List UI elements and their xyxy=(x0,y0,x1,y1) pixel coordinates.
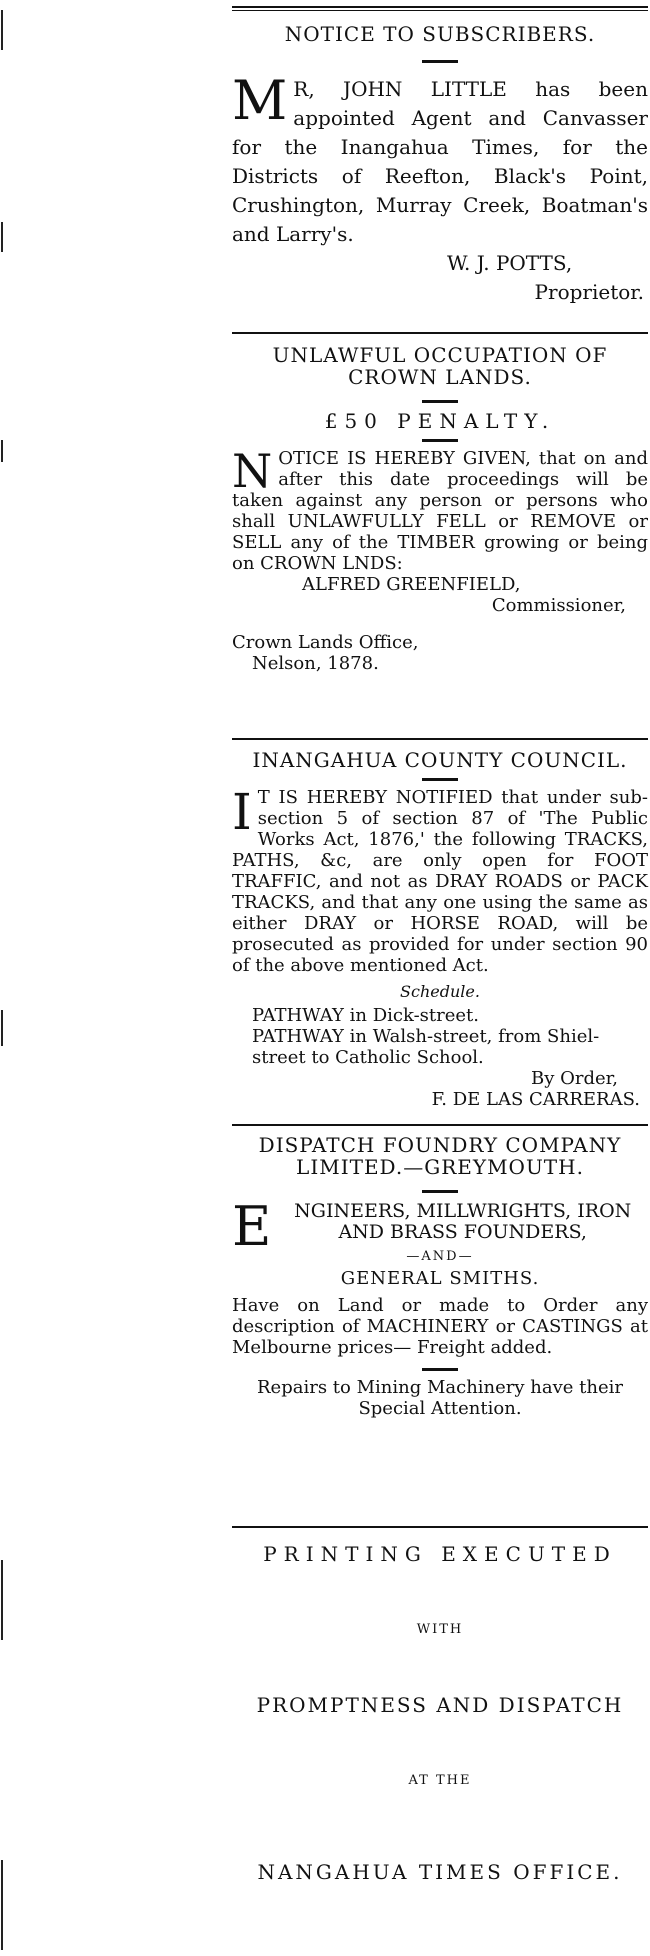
section-rule xyxy=(232,1124,648,1126)
foundry-advertisement xyxy=(232,1124,648,1419)
drop-cap: I xyxy=(232,783,252,841)
divider xyxy=(422,400,458,403)
drop-cap: N xyxy=(232,444,273,498)
unlawful-signatory-title: Commissioner, xyxy=(491,595,626,616)
divider xyxy=(422,60,458,63)
foundry-trades-text: NGINEERS, MILLWRIGHTS, IRON AND BRASS FOUNDERS, xyxy=(294,1200,632,1243)
foundry-trades xyxy=(232,1195,648,1258)
section-rule xyxy=(232,332,648,334)
council-body xyxy=(232,783,648,976)
printing-line-5: NANGAHUA TIMES OFFICE. xyxy=(257,1860,623,1884)
council-heading: INANGAHUA COUNTY COUNCIL. xyxy=(252,748,628,772)
foundry-and: —AND— xyxy=(406,1249,474,1264)
foundry-smiths: GENERAL SMITHS. xyxy=(340,1268,540,1289)
divider xyxy=(422,1368,458,1371)
unlawful-place-date: Nelson, 1878. xyxy=(252,653,379,674)
printing-line-3: PROMPTNESS AND DISPATCH xyxy=(256,1693,624,1717)
penalty-heading: £50 PENALTY. xyxy=(324,409,556,433)
unlawful-signatory: ALFRED GREENFIELD, xyxy=(302,574,521,595)
drop-cap: M xyxy=(232,69,288,132)
divider xyxy=(422,439,458,442)
printing-advertisement xyxy=(232,1526,648,1884)
divider xyxy=(422,1190,458,1193)
left-margin-marks xyxy=(0,0,8,1956)
unlawful-occupation-notice xyxy=(232,332,648,674)
section-rule xyxy=(232,1526,648,1528)
notice-text: R, JOHN LITTLE has been appointed Agent and Canvasser for the Inangahua Times, for the Districts of Reefton, Black's Point, Crushington, Murray Creek, Boatman's and Larry's. xyxy=(232,77,648,246)
top-rule xyxy=(232,6,648,8)
notice-body xyxy=(232,69,648,249)
schedule-item-1: PATHWAY in Dick-street. xyxy=(252,1005,480,1026)
unlawful-heading: UNLAWFUL OCCUPATION OF CROWN LANDS. xyxy=(272,343,608,389)
foundry-repairs: Repairs to Mining Machinery have their Special Attention. xyxy=(257,1377,623,1419)
unlawful-office: Crown Lands Office, xyxy=(232,632,419,653)
unlawful-text: OTICE IS HEREBY GIVEN, that on and after this date proceedings will be taken against any person or persons who shall UNLAWFULLY FELL or REMOVE or SELL any of the TIMBER growing or being on CROWN LNDS: xyxy=(232,448,648,574)
schedule-item-2: PATHWAY in Walsh-street, from Shiel-street to Catholic School. xyxy=(252,1026,600,1068)
printing-line-2: WITH xyxy=(416,1622,464,1637)
schedule-label: Schedule. xyxy=(400,982,480,1001)
divider xyxy=(422,778,458,781)
foundry-body: Have on Land or made to Order any description of MACHINERY or CASTINGS at Melbourne prices— Freight added. xyxy=(232,1295,648,1358)
section-rule xyxy=(232,738,648,740)
notice-to-subscribers xyxy=(232,22,648,307)
council-text: T IS HEREBY NOTIFIED that under sub-section 5 of section 87 of 'The Public Works Act, 1876,' the following TRACKS, PATHS, &c, are only open for FOOT TRAFFIC, and not as DRAY ROADS or PACK TRACKS, and that any one using the same as either DRAY or HORSE ROAD, will be prosecuted as provided for under section 90 of the above mentioned Act. xyxy=(232,787,648,976)
top-rule-thin xyxy=(232,10,648,11)
notice-heading: NOTICE TO SUBSCRIBERS. xyxy=(284,22,596,46)
newspaper-column xyxy=(232,0,648,1956)
foundry-heading: DISPATCH FOUNDRY COMPANY LIMITED.—GREYMOUTH. xyxy=(258,1133,622,1179)
council-by-order: By Order, xyxy=(530,1068,618,1089)
printing-line-4: AT THE xyxy=(408,1773,472,1788)
printing-line-1: PRINTING EXECUTED xyxy=(263,1542,617,1566)
county-council-notice xyxy=(232,738,648,1110)
unlawful-body xyxy=(232,444,648,574)
notice-signatory: W. J. POTTS, xyxy=(447,251,573,275)
notice-signatory-title: Proprietor. xyxy=(534,280,644,304)
drop-cap: E xyxy=(232,1195,272,1258)
council-signatory: F. DE LAS CARRERAS. xyxy=(431,1089,640,1110)
